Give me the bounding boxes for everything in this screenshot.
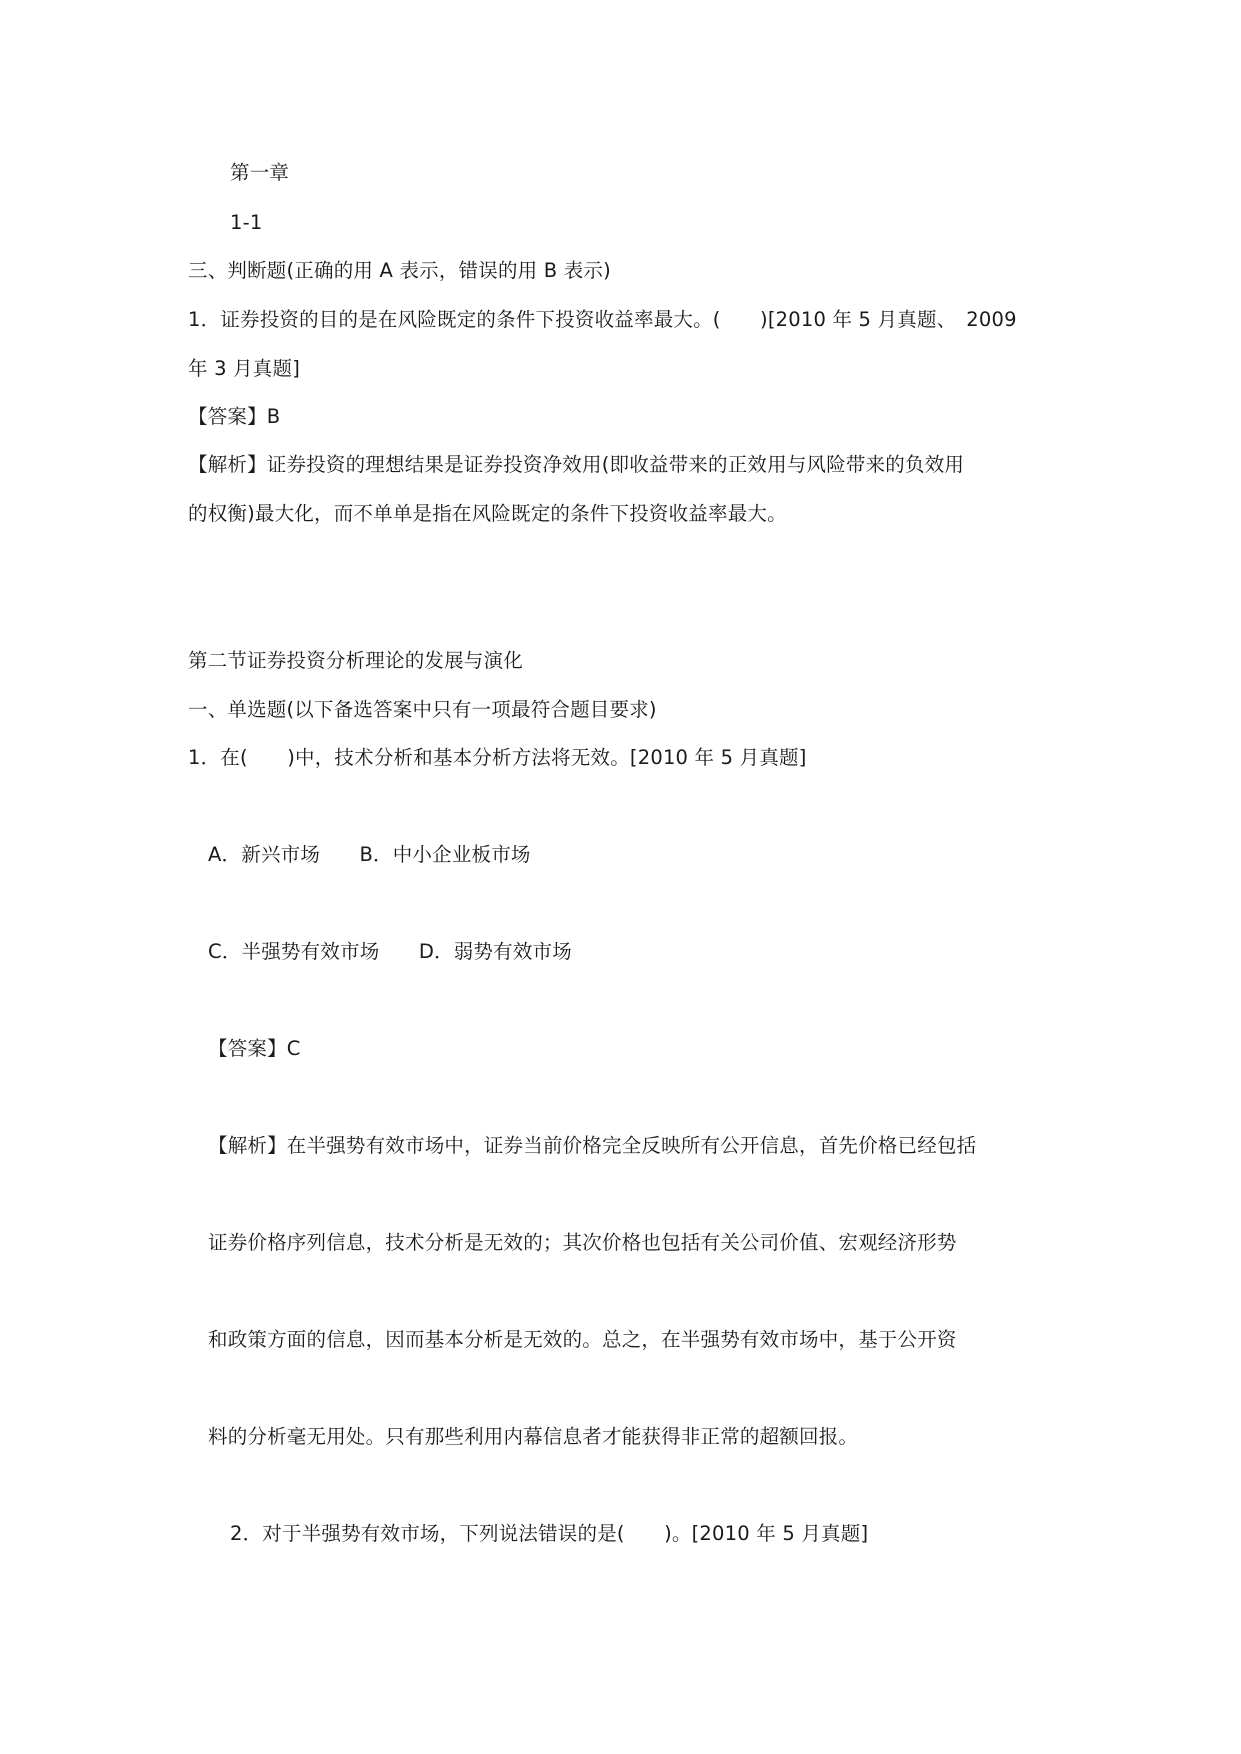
mc-question-1-analysis-line-2: 证券价格序列信息，技术分析是无效的；其次价格也包括有关公司价值、宏观经济形势 xyxy=(208,1231,957,1254)
mc-question-1-options-row-1: A．新兴市场 B．中小企业板市场 xyxy=(208,843,531,866)
question-1-answer: 【答案】B xyxy=(188,405,281,428)
mc-question-1-analysis-line-4: 料的分析毫无用处。只有那些利用内幕信息者才能获得非正常的超额回报。 xyxy=(208,1425,859,1448)
mc-question-1-answer: 【答案】C xyxy=(208,1037,301,1060)
single-choice-heading: 一、单选题(以下备选答案中只有一项最符合题目要求) xyxy=(188,698,657,721)
question-1-line-1: 1．证券投资的目的是在风险既定的条件下投资收益率最大。( )[2010 年 5 月真题、 2009 xyxy=(188,308,1017,331)
mc-question-2: 2．对于半强势有效市场，下列说法错误的是( )。[2010 年 5 月真题] xyxy=(230,1522,869,1545)
mc-question-1-analysis-line-1: 【解析】在半强势有效市场中，证券当前价格完全反映所有公开信息，首先价格已经包括 xyxy=(208,1134,977,1157)
mc-question-1-analysis-line-3: 和政策方面的信息，因而基本分析是无效的。总之，在半强势有效市场中，基于公开资 xyxy=(208,1328,957,1351)
true-false-heading: 三、判断题(正确的用 A 表示，错误的用 B 表示) xyxy=(188,259,611,282)
question-1-analysis-line-1: 【解析】证券投资的理想结果是证券投资净效用(即收益带来的正效用与风险带来的负效用 xyxy=(188,453,965,476)
chapter-title: 第一章 xyxy=(230,161,290,184)
mc-question-1: 1．在( )中，技术分析和基本分析方法将无效。[2010 年 5 月真题] xyxy=(188,746,807,769)
question-1-line-2: 年 3 月真题] xyxy=(188,357,301,380)
question-1-analysis-line-2: 的权衡)最大化，而不单单是指在风险既定的条件下投资收益率最大。 xyxy=(188,502,787,525)
section-2-title: 第二节证券投资分析理论的发展与演化 xyxy=(188,649,523,672)
section-number: 1-1 xyxy=(230,211,263,234)
mc-question-1-options-row-2: C．半强势有效市场 D．弱势有效市场 xyxy=(208,940,572,963)
